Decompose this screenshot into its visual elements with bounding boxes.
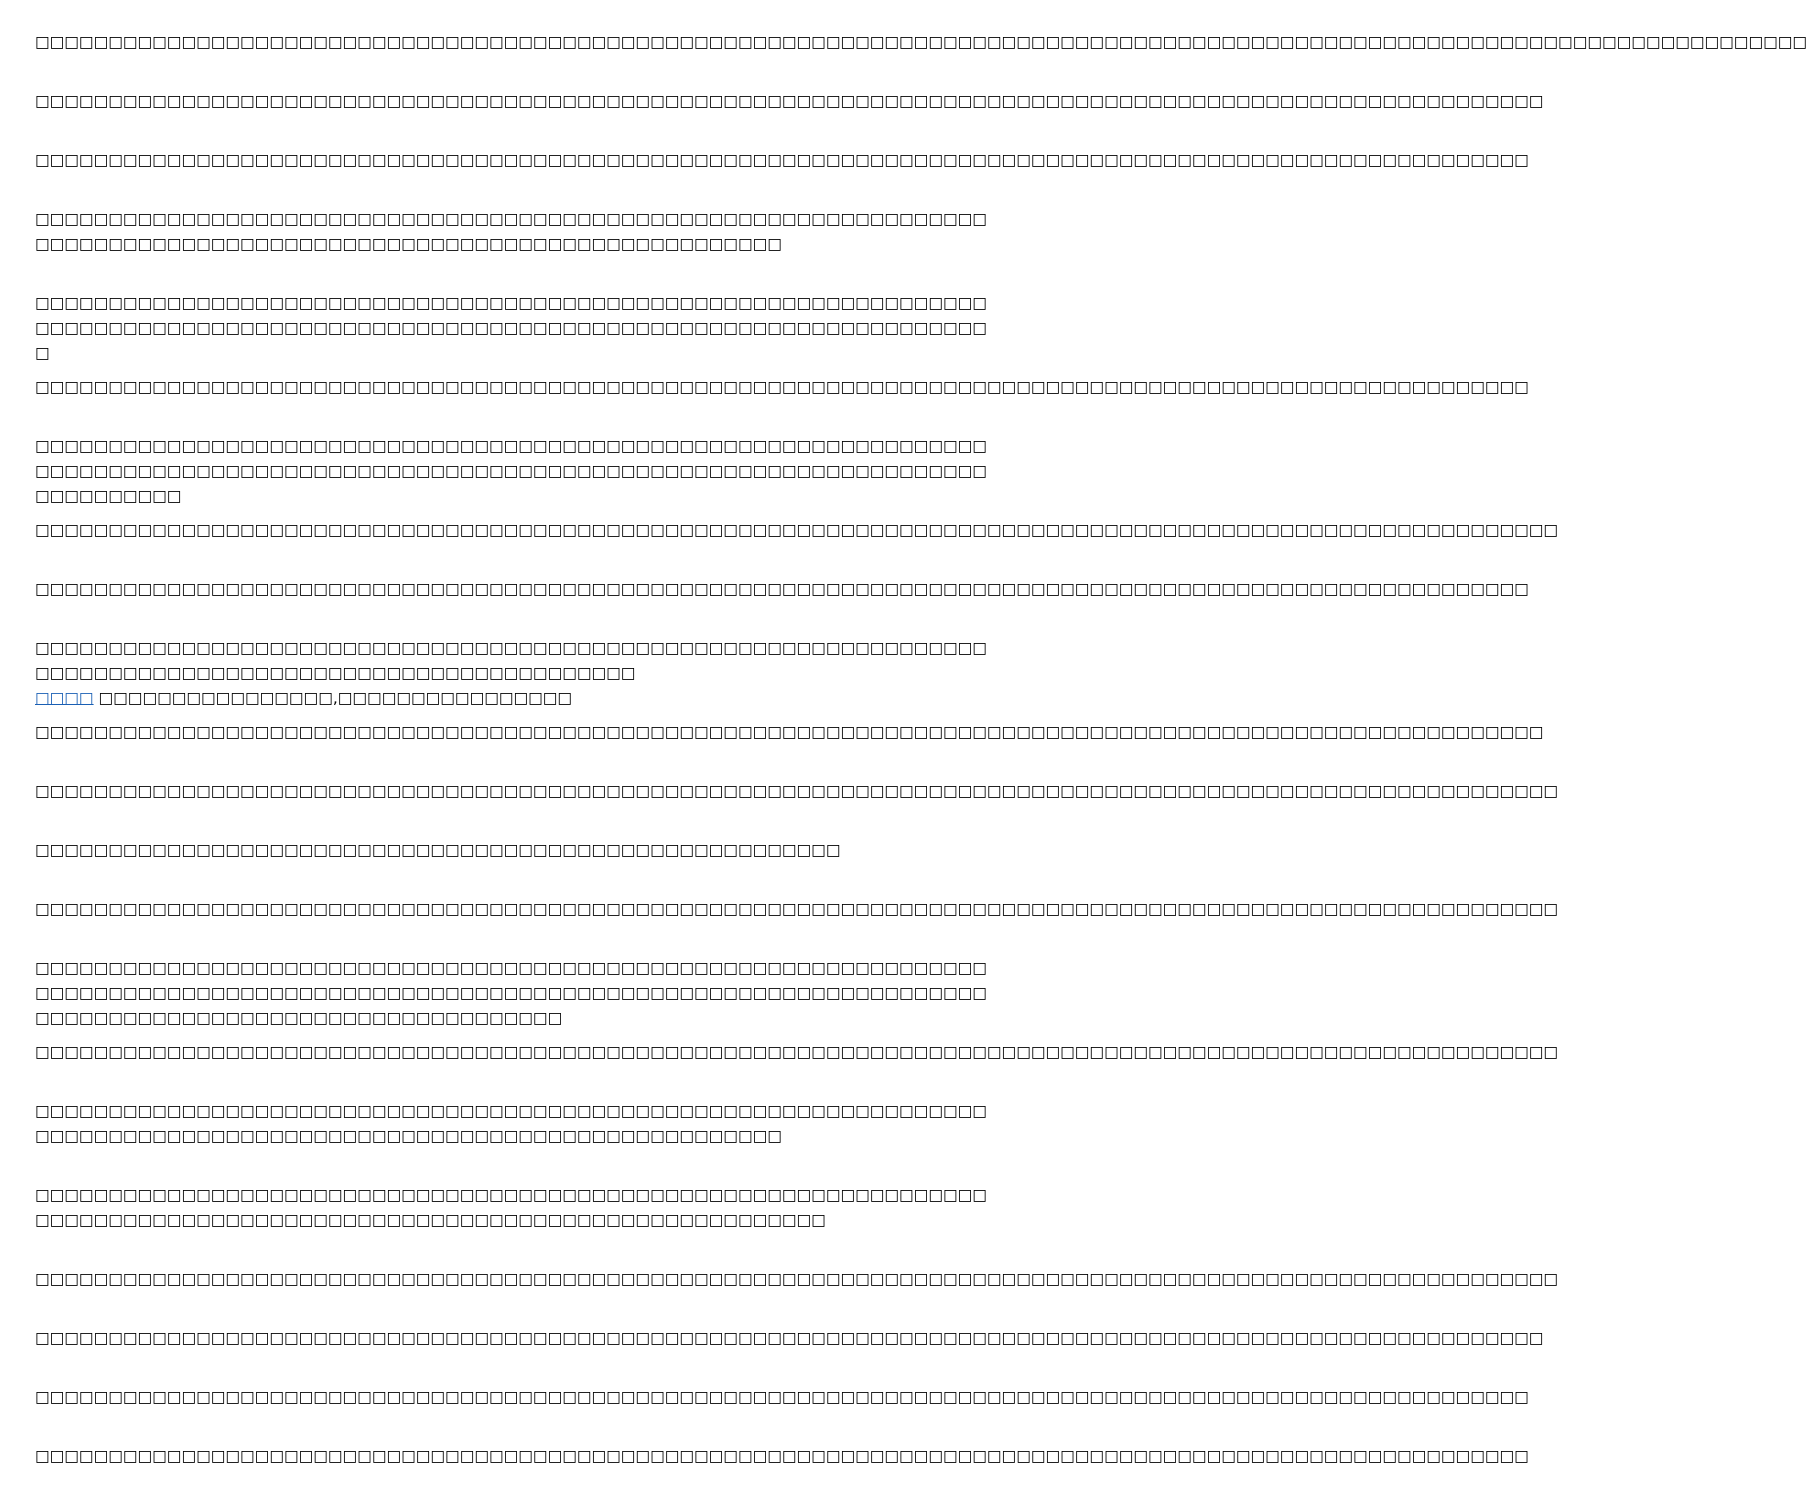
paragraph-3: □□□□□□□□□□□□□□□□□□□□□□□□□□□□□□□□□□□□□□□□□□□□□□□□□□□□□□□□□□□□□□□□□□□□□□□□□□□□□□□□□□□□□□□□□□□□□□□□□□□□□□ bbox=[35, 151, 1529, 169]
paragraph-13: □□□□□□□□□□□□□□□□□□□□□□□□□□□□□□□□□□□□□□□□□□□□□□□□□□□□□□□ bbox=[35, 841, 841, 859]
paragraph-6: □□□□□□□□□□□□□□□□□□□□□□□□□□□□□□□□□□□□□□□□□□□□□□□□□□□□□□□□□□□□□□□□□□□□□□□□□□□□□□□□□□□□□□□□□□□□□□□□□□□□□□ bbox=[35, 378, 1529, 396]
paragraph-9: □□□□□□□□□□□□□□□□□□□□□□□□□□□□□□□□□□□□□□□□□□□□□□□□□□□□□□□□□□□□□□□□□□□□□□□□□□□□□□□□□□□□□□□□□□□□□□□□□□□□□□ bbox=[35, 580, 1529, 598]
paragraph-21: □□□□□□□□□□□□□□□□□□□□□□□□□□□□□□□□□□□□□□□□□□□□□□□□□□□□□□□□□□□□□□□□□□□□□□□□□□□□□□□□□□□□□□□□□□□□□□□□□□□□□□ bbox=[35, 1388, 1529, 1406]
paragraph-22: □□□□□□□□□□□□□□□□□□□□□□□□□□□□□□□□□□□□□□□□□□□□□□□□□□□□□□□□□□□□□□□□□□□□□□□□□□□□□□□□□□□□□□□□□□□□□□□□□□□□□□ bbox=[35, 1447, 1529, 1465]
paragraph-19: □□□□□□□□□□□□□□□□□□□□□□□□□□□□□□□□□□□□□□□□□□□□□□□□□□□□□□□□□□□□□□□□□□□□□□□□□□□□□□□□□□□□□□□□□□□□□□□□□□□□□□□□ bbox=[35, 1270, 1559, 1288]
paragraph-20: □□□□□□□□□□□□□□□□□□□□□□□□□□□□□□□□□□□□□□□□□□□□□□□□□□□□□□□□□□□□□□□□□□□□□□□□□□□□□□□□□□□□□□□□□□□□□□□□□□□□□□□ bbox=[35, 1329, 1544, 1347]
paragraph-11: □□□□□□□□□□□□□□□□□□□□□□□□□□□□□□□□□□□□□□□□□□□□□□□□□□□□□□□□□□□□□□□□□□□□□□□□□□□□□□□□□□□□□□□□□□□□□□□□□□□□□□□ bbox=[35, 723, 1544, 741]
paragraph-16: □□□□□□□□□□□□□□□□□□□□□□□□□□□□□□□□□□□□□□□□□□□□□□□□□□□□□□□□□□□□□□□□□□□□□□□□□□□□□□□□□□□□□□□□□□□□□□□□□□□□□□□□ bbox=[35, 1043, 1559, 1061]
paragraph-10-text: □□□□□□□□□□□□□□□□□□□□□□□□□□□□□□□□□□□□□□□□□□□□□□□□□□□□□□□□□□□□□□□□□□□□□□□□□□□□□□□□□□□□□□□□□□□□□□□□□□□□□□□□□□ bbox=[35, 639, 987, 682]
inline-link[interactable]: □□□□ bbox=[35, 689, 94, 707]
paragraph-14: □□□□□□□□□□□□□□□□□□□□□□□□□□□□□□□□□□□□□□□□□□□□□□□□□□□□□□□□□□□□□□□□□□□□□□□□□□□□□□□□□□□□□□□□□□□□□□□□□□□□□□□□ bbox=[35, 900, 1559, 918]
paragraph-8: □□□□□□□□□□□□□□□□□□□□□□□□□□□□□□□□□□□□□□□□□□□□□□□□□□□□□□□□□□□□□□□□□□□□□□□□□□□□□□□□□□□□□□□□□□□□□□□□□□□□□□□□ bbox=[35, 521, 1559, 539]
paragraph-12: □□□□□□□□□□□□□□□□□□□□□□□□□□□□□□□□□□□□□□□□□□□□□□□□□□□□□□□□□□□□□□□□□□□□□□□□□□□□□□□□□□□□□□□□□□□□□□□□□□□□□□□□ bbox=[35, 782, 1559, 800]
paragraph-2: □□□□□□□□□□□□□□□□□□□□□□□□□□□□□□□□□□□□□□□□□□□□□□□□□□□□□□□□□□□□□□□□□□□□□□□□□□□□□□□□□□□□□□□□□□□□□□□□□□□□□□□ bbox=[35, 92, 1544, 110]
paragraph-7: □□□□□□□□□□□□□□□□□□□□□□□□□□□□□□□□□□□□□□□□□□□□□□□□□□□□□□□□□□□□□□□□□□□□□□□□□□□□□□□□□□□□□□□□□□□□□□□□□□□□□□□□□□□□□□□□□□□□□□□□□□□□□□□□□□□□□□□□□□□□ bbox=[35, 437, 987, 505]
paragraph-17: □□□□□□□□□□□□□□□□□□□□□□□□□□□□□□□□□□□□□□□□□□□□□□□□□□□□□□□□□□□□□□□□□□□□□□□□□□□□□□□□□□□□□□□□□□□□□□□□□□□□□□□□□□□□□□□□□□□□ bbox=[35, 1102, 987, 1145]
paragraph-18: □□□□□□□□□□□□□□□□□□□□□□□□□□□□□□□□□□□□□□□□□□□□□□□□□□□□□□□□□□□□□□□□□□□□□□□□□□□□□□□□□□□□□□□□□□□□□□□□□□□□□□□□□□□□□□□□□□□□□□□ bbox=[35, 1186, 987, 1229]
paragraph-10-tail: □□□□□□□□□□□□□□□□,□□□□□□□□□□□□□□□□ bbox=[93, 689, 573, 707]
document-body bbox=[35, 30, 1807, 1503]
paragraph-1: □□□□□□□□□□□□□□□□□□□□□□□□□□□□□□□□□□□□□□□□□□□□□□□□□□□□□□□□□□□□□□□□□□□□□□□□□□□□□□□□□□□□□□□□□□□□□□□□□□□□□□□□□□□□□□□□□□□□□□□□□ bbox=[35, 33, 1807, 51]
paragraph-15: □□□□□□□□□□□□□□□□□□□□□□□□□□□□□□□□□□□□□□□□□□□□□□□□□□□□□□□□□□□□□□□□□□□□□□□□□□□□□□□□□□□□□□□□□□□□□□□□□□□□□□□□□□□□□□□□□□□□□□□□□□□□□□□□□□□□□□□□□□□□□□□□□□□□□□□□□□□□□□□□□□□□□□ bbox=[35, 959, 987, 1027]
paragraph-10 bbox=[35, 636, 988, 707]
paragraph-4: □□□□□□□□□□□□□□□□□□□□□□□□□□□□□□□□□□□□□□□□□□□□□□□□□□□□□□□□□□□□□□□□□□□□□□□□□□□□□□□□□□□□□□□□□□□□□□□□□□□□□□□□□□□□□□□□□□□□ bbox=[35, 210, 987, 253]
paragraph-5: □□□□□□□□□□□□□□□□□□□□□□□□□□□□□□□□□□□□□□□□□□□□□□□□□□□□□□□□□□□□□□□□□□□□□□□□□□□□□□□□□□□□□□□□□□□□□□□□□□□□□□□□□□□□□□□□□□□□□□□□□□□□□□□□□□□ bbox=[35, 294, 987, 362]
